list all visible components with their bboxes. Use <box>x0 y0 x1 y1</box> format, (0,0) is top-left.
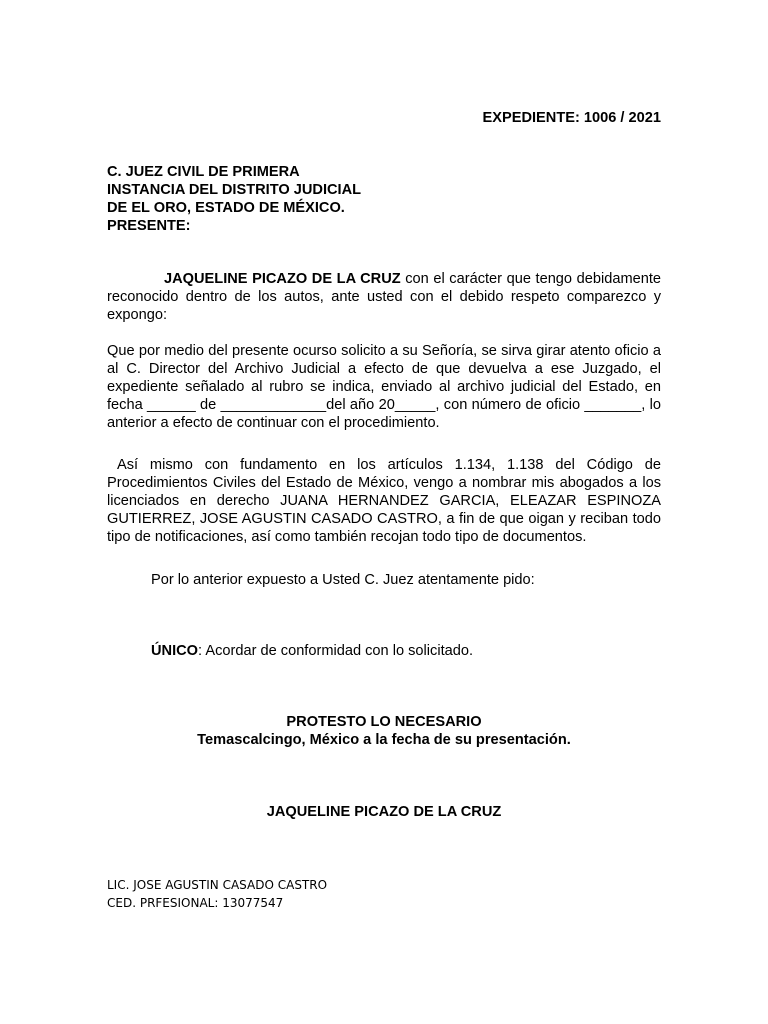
addressee-line: PRESENTE: <box>107 218 191 234</box>
lawyer-footer <box>107 876 327 912</box>
lawyer-name: LIC. JOSE AGUSTIN CASADO CASTRO <box>107 878 328 892</box>
closing-block <box>107 713 661 749</box>
addressee-line: C. JUEZ CIVIL DE PRIMERA <box>107 164 300 180</box>
place-date-line: Temascalcingo, México a la fecha de su presentación. <box>197 732 571 748</box>
petition-unico <box>151 642 661 660</box>
addressee-line: INSTANCIA DEL DISTRITO JUDICIAL <box>107 182 362 198</box>
lawyer-cedula: CED. PRFESIONAL: 13077547 <box>107 896 284 910</box>
unico-label: ÚNICO <box>151 643 199 659</box>
lawyers-paragraph: Así mismo con fundamento en los artículos 1.134, 1.138 del Código de Procedimientos Civiles del Estado de México, vengo a nombrar mis abogados a los licenciados en derecho JUANA HERNANDEZ GARCIA, ELEAZAR ESPINOZA GUTIERREZ, JOSE AGUSTIN CASADO CASTRO, a fin de que oigan y reciban todo tipo de notificaciones, así como también recojan todo tipo de documentos. <box>107 457 661 545</box>
signature-name: JAQUELINE PICAZO DE LA CRUZ <box>266 804 502 820</box>
addressee-block <box>107 163 361 235</box>
expediente-number: EXPEDIENTE: 1006 / 2021 <box>482 110 661 126</box>
request-paragraph: Que por medio del presente ocurso solicito a su Señoría, se sirva girar atento oficio a al C. Director del Archivo Judicial a efecto de que devuelva a ese Juzgado, el expediente señalado al rubro se indica, enviado al archivo judicial del Estado, en fecha ______ de _____________del año 20_____, con número de oficio _______, lo anterior a efecto de continuar con el procedimiento. <box>107 343 661 431</box>
petition-intro: Por lo anterior expuesto a Usted C. Juez atentamente pido: <box>151 572 535 588</box>
document-page <box>107 0 661 1024</box>
addressee-line: DE EL ORO, ESTADO DE MÉXICO. <box>107 200 345 216</box>
protesto-line: PROTESTO LO NECESARIO <box>286 714 482 730</box>
intro-text: con el carácter que tengo debidamente reconocido dentro de los autos, ante usted con el debido respeto comparezco y expongo: <box>107 271 662 323</box>
intro-paragraph <box>107 270 661 324</box>
unico-text: : Acordar de conformidad con lo solicitado. <box>198 643 474 659</box>
petitioner-name: JAQUELINE PICAZO DE LA CRUZ <box>164 271 401 287</box>
